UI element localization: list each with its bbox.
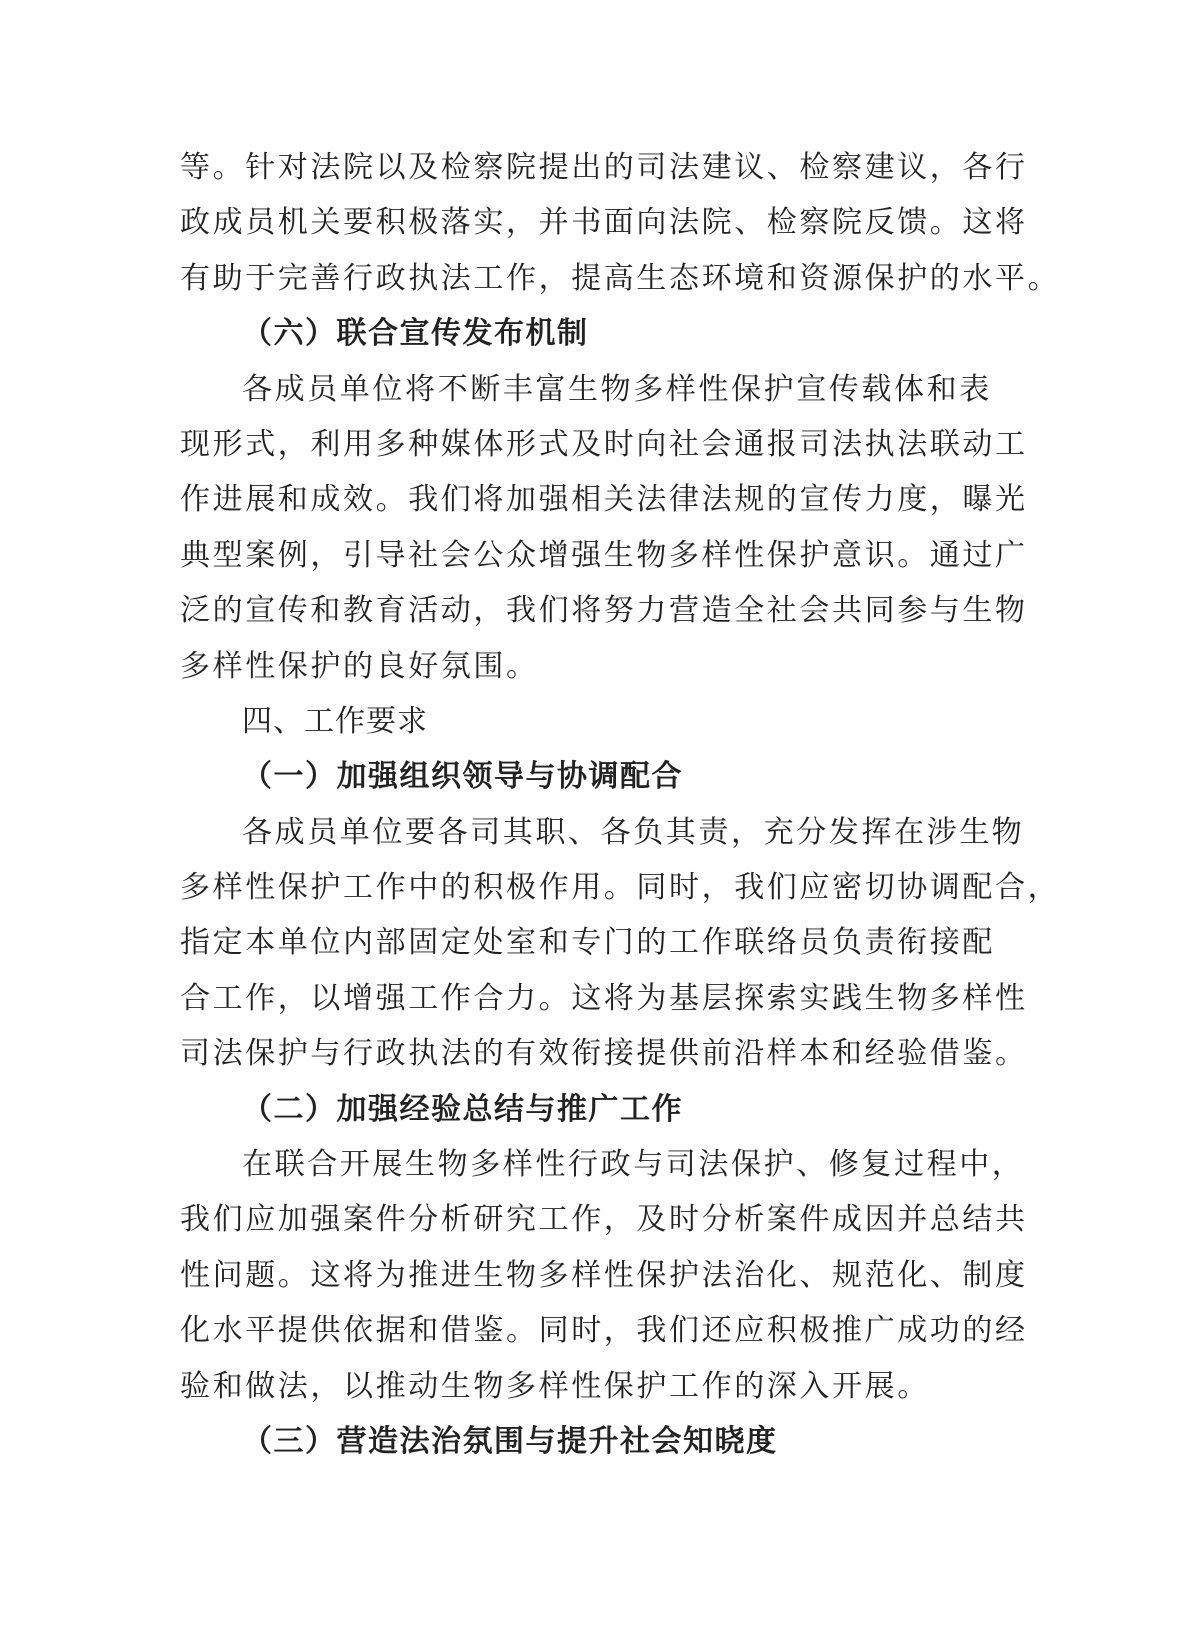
body-line: 多样性保护的良好氛围。 <box>180 648 539 684</box>
body-line: 典型案例，引导社会公众增强生物多样性保护意识。通过广 <box>180 537 1028 573</box>
body-line: 泛的宣传和教育活动，我们将努力营造全社会共同参与生物 <box>180 593 1028 629</box>
chapter-heading-4: 四、工作要求 <box>242 703 428 739</box>
body-line: 验和做法，以推动生物多样性保护工作的深入开展。 <box>180 1368 930 1404</box>
body-line: 多样性保护工作中的积极作用。同时，我们应密切协调配合， <box>180 870 1061 906</box>
paragraph-start: 在联合开展生物多样性行政与司法保护、修复过程中， <box>242 1147 1025 1183</box>
body-line: 司法保护与行政执法的有效衔接提供前沿样本和经验借鉴。 <box>180 1036 1028 1072</box>
paragraph-start: 各成员单位将不断丰富生物多样性保护宣传载体和表 <box>242 371 992 407</box>
body-line: 化水平提供依据和借鉴。同时，我们还应积极推广成功的经 <box>180 1313 1028 1349</box>
body-line: 作进展和成效。我们将加强相关法律法规的宣传力度，曝光 <box>180 482 1028 518</box>
document-body <box>180 140 1061 1469</box>
body-line: 我们应加强案件分析研究工作，及时分析案件成因并总结共 <box>180 1202 1028 1238</box>
body-line: 指定本单位内部固定处室和专门的工作联络员负责衔接配 <box>180 925 995 961</box>
body-line: 有助于完善行政执法工作，提高生态环境和资源保护的水平。 <box>180 260 1061 296</box>
body-line: 政成员机关要积极落实，并书面向法院、检察院反馈。这将 <box>180 205 1028 241</box>
section-heading-6: （六）联合宣传发布机制 <box>242 316 589 352</box>
section-heading-2: （二）加强经验总结与推广工作 <box>242 1091 683 1127</box>
body-line: 现形式，利用多种媒体形式及时向社会通报司法执法联动工 <box>180 426 1028 462</box>
body-line: 性问题。这将为推进生物多样性保护法治化、规范化、制度 <box>180 1257 1028 1293</box>
section-heading-1: （一）加强组织领导与协调配合 <box>242 759 683 795</box>
section-heading-3: （三）营造法治氛围与提升社会知晓度 <box>242 1423 778 1459</box>
body-line: 等。针对法院以及检察院提出的司法建议、检察建议，各行 <box>180 150 1028 185</box>
body-line: 合工作，以增强工作合力。这将为基层探索实践生物多样性 <box>180 980 1028 1016</box>
paragraph-start: 各成员单位要各司其职、各负其责，充分发挥在涉生物 <box>242 814 1025 850</box>
